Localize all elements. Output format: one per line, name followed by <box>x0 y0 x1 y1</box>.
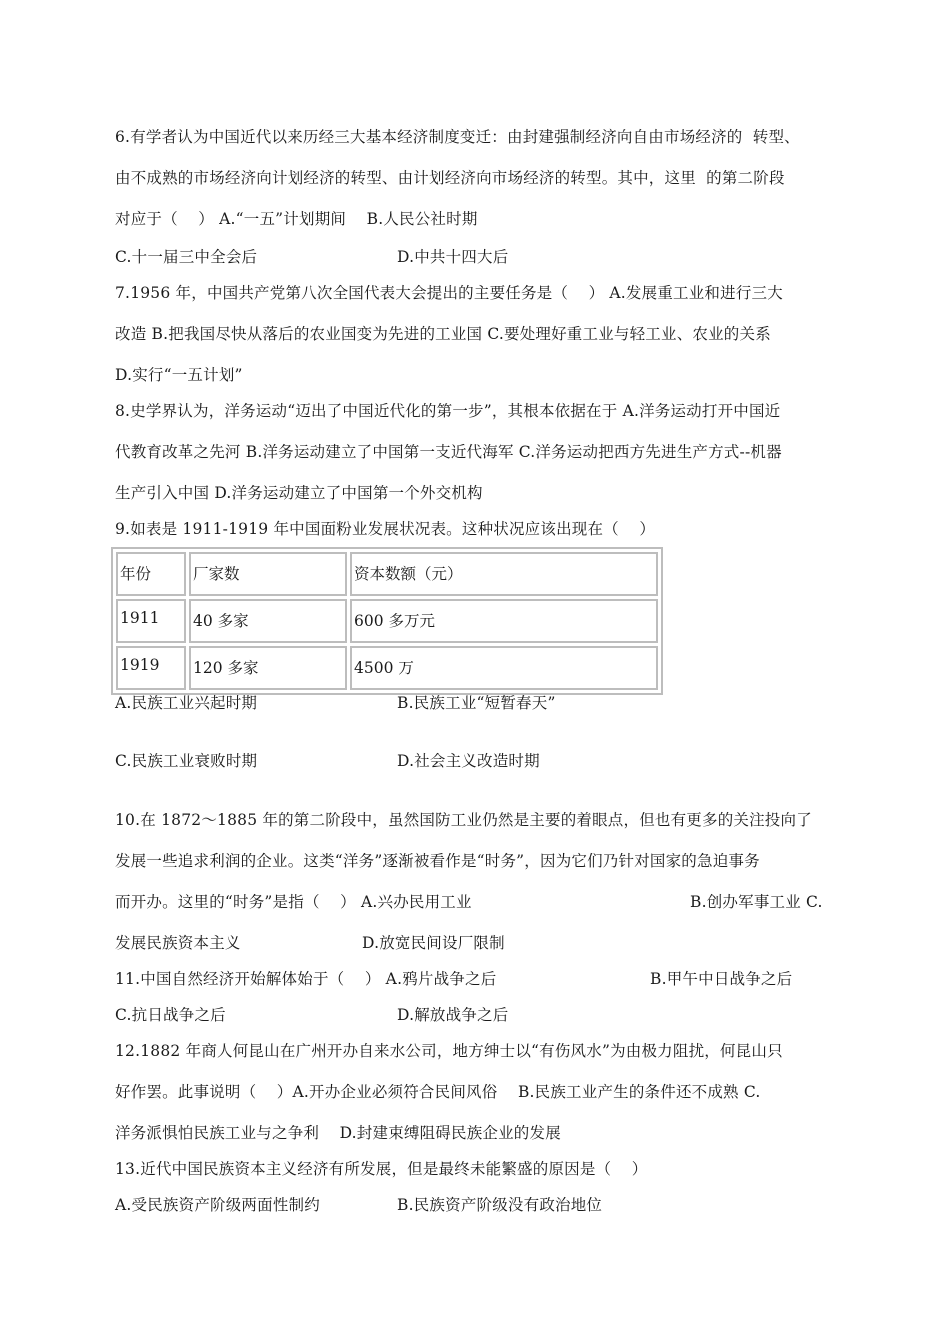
q11-line-1-left: 11.中国自然经济开始解体始于（ ） A.鸦片战争之后 <box>115 970 497 988</box>
table-cell: 40 多家 <box>189 599 347 643</box>
table-cell: 120 多家 <box>189 646 347 690</box>
q6-line-1: 6.有学者认为中国近代以来历经三大基本经济制度变迁：由封建强制经济向自由市场经济的 转型、 <box>115 128 800 146</box>
q11-option-c: C.抗日战争之后 <box>115 1006 226 1024</box>
q11-option-d: D.解放战争之后 <box>397 1006 509 1024</box>
q8-line-1: 8.史学界认为，洋务运动“迈出了中国近代化的第一步”，其根本依据在于 A.洋务运动打开中国近 <box>115 402 781 420</box>
q10-line-1: 10.在 1872～1885 年的第二阶段中，虽然国防工业仍然是主要的着眼点，但也有更多的关注投向了 <box>115 811 812 829</box>
q7-line-1: 7.1956 年，中国共产党第八次全国代表大会提出的主要任务是（ ） A.发展重工业和进行三大 <box>115 284 783 302</box>
q9-stem: 9.如表是 1911-1919 年中国面粉业发展状况表。这种状况应该出现在（ ） <box>115 520 656 538</box>
q10-line-2: 发展一些追求利润的企业。这类“洋务”逐渐被看作是“时务”，因为它们乃针对国家的急迫事务 <box>115 852 760 870</box>
q13-option-a: A.受民族资产阶级两面性制约 <box>115 1196 320 1214</box>
table-cell: 1919 <box>116 646 186 690</box>
q6-line-2: 由不成熟的市场经济向计划经济的转型、由计划经济向市场经济的转型。其中，这里 的第二阶段 <box>115 169 785 187</box>
table-row <box>116 646 658 690</box>
q9-option-d: D.社会主义改造时期 <box>397 752 540 770</box>
q12-line-1: 12.1882 年商人何昆山在广州开办自来水公司，地方绅士以“有伤风水”为由极力阻扰，何昆山只 <box>115 1042 783 1060</box>
q13-line-1: 13.近代中国民族资本主义经济有所发展，但是最终未能繁盛的原因是（ ） <box>115 1160 648 1178</box>
q6-line-3: 对应于（ ） A.“一五”计划期间 B.人民公社时期 <box>115 210 478 228</box>
q8-line-3: 生产引入中国 D.洋务运动建立了中国第一个外交机构 <box>115 484 483 502</box>
q13-option-b: B.民族资产阶级没有政治地位 <box>397 1196 603 1214</box>
table-header-cell: 资本数额（元） <box>350 552 658 596</box>
table-row <box>116 599 658 643</box>
table-cell: 4500 万 <box>350 646 658 690</box>
q12-line-2: 好作罢。此事说明（ ）A.开办企业必须符合民间风俗 B.民族工业产生的条件还不成熟 C. <box>115 1083 761 1101</box>
q9-option-b: B.民族工业“短暂春天” <box>397 694 556 712</box>
q10-line-3-left: 而开办。这里的“时务”是指（ ） A.兴办民用工业 <box>115 893 472 911</box>
q6-option-d: D.中共十四大后 <box>397 248 509 266</box>
flour-industry-table <box>111 547 663 695</box>
q6-option-c: C.十一届三中全会后 <box>115 248 258 266</box>
q10-line-4-left: 发展民族资本主义 <box>115 934 241 952</box>
q10-line-3-right: B.创办军事工业 C. <box>690 893 823 911</box>
table-cell: 1911 <box>116 599 186 643</box>
q9-option-a: A.民族工业兴起时期 <box>115 694 258 712</box>
table-header-row <box>116 552 658 596</box>
q7-line-2: 改造 B.把我国尽快从落后的农业国变为先进的工业国 C.要处理好重工业与轻工业、农业的关系 <box>115 325 771 343</box>
table-header-cell: 年份 <box>116 552 186 596</box>
table-cell: 600 多万元 <box>350 599 658 643</box>
q11-line-1-right: B.甲午中日战争之后 <box>650 970 793 988</box>
q9-option-c: C.民族工业衰败时期 <box>115 752 258 770</box>
q8-line-2: 代教育改革之先河 B.洋务运动建立了中国第一支近代海军 C.洋务运动把西方先进生产方式--机器 <box>115 443 782 461</box>
q7-line-3: D.实行“一五计划” <box>115 366 243 384</box>
q10-line-4-right: D.放宽民间设厂限制 <box>362 934 505 952</box>
table-header-cell: 厂家数 <box>189 552 347 596</box>
q12-line-3: 洋务派惧怕民族工业与之争利 D.封建束缚阻碍民族企业的发展 <box>115 1124 561 1142</box>
